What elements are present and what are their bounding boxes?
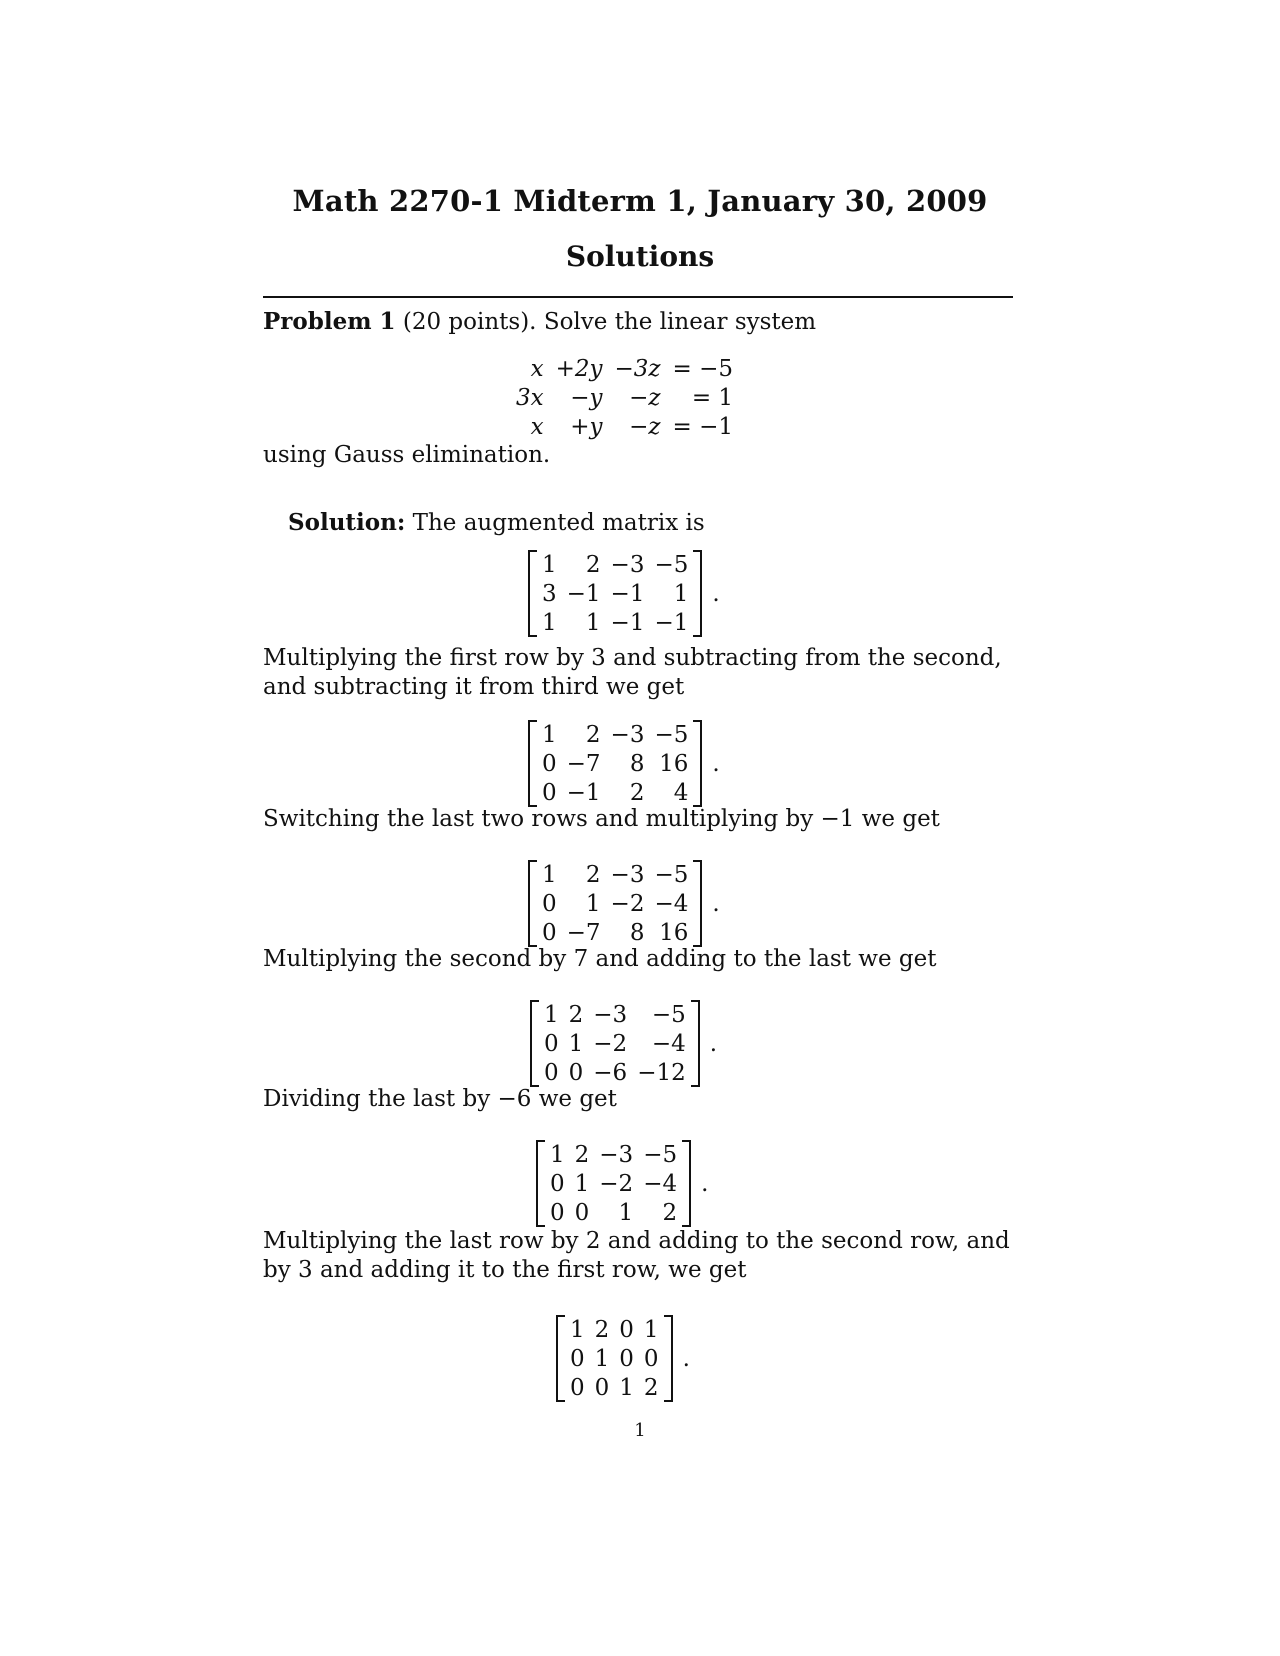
matrix-table [537, 550, 693, 637]
solution-label: Solution: [288, 509, 406, 536]
problem-label: Problem 1 [263, 308, 396, 335]
right-bracket [693, 860, 702, 947]
matrix-cell: −7 [566, 750, 601, 777]
matrix-cell: 3 [542, 580, 557, 607]
matrix-cell: 1 [618, 1199, 634, 1226]
matrix-cell: 1 [542, 551, 557, 578]
matrix-cell: 0 [570, 1345, 585, 1372]
matrix-cell: 16 [659, 919, 689, 946]
matrix-cell: 2 [629, 779, 645, 806]
matrix-cell: 1 [594, 1345, 610, 1372]
solution-intro-text: The augmented matrix is [412, 510, 705, 536]
matrix-cell: 0 [594, 1374, 610, 1401]
term: −3z [614, 355, 661, 382]
matrix-cell: 0 [542, 779, 557, 806]
matrix-cell: 2 [574, 1141, 590, 1168]
matrix-cell: −2 [593, 1030, 628, 1057]
title-divider [263, 296, 1013, 298]
matrix-cell: 1 [585, 890, 601, 917]
rhs: = −1 [672, 413, 734, 440]
problem-statement [263, 307, 1023, 337]
matrix-cell: −4 [651, 1030, 686, 1057]
matrix-table [565, 1315, 664, 1402]
matrix-cell: 1 [542, 861, 557, 888]
matrix-cell: 1 [619, 1374, 634, 1401]
matrix-table [537, 860, 693, 947]
left-bracket [528, 860, 537, 947]
matrix-cell: 1 [570, 1316, 585, 1343]
page-subtitle: Solutions [565, 240, 715, 273]
step-text: Multiplying the first row by 3 and subtracting from the second, and subtracting it from third we get [263, 645, 1002, 700]
problem-points: (20 points). [402, 309, 537, 335]
term: −z [629, 384, 661, 411]
right-bracket [693, 720, 702, 807]
matrix-cell: −7 [566, 919, 601, 946]
rhs: = −5 [672, 355, 734, 382]
solution-intro [288, 508, 1048, 538]
page-number: 1 [634, 1420, 646, 1441]
page-title: Math 2270-1 Midterm 1, January 30, 2009 [292, 184, 988, 218]
matrix-cell: 1 [574, 1170, 590, 1197]
matrix-cell: −5 [654, 551, 689, 578]
term: x [530, 413, 544, 440]
matrix-step-5: 1 2 0 1 0 1 0 0 0 0 1 2 . [556, 1315, 690, 1402]
matrix-cell: 4 [673, 779, 689, 806]
term: −z [629, 413, 661, 440]
matrix-cell: 0 [544, 1059, 559, 1086]
matrix-cell: 1 [550, 1141, 565, 1168]
step-text: Dividing the last by −6 we get [263, 1086, 617, 1112]
step-text: Multiplying the second by 7 and adding to the last we get [263, 946, 937, 972]
left-bracket [530, 1000, 539, 1087]
right-bracket [691, 1000, 700, 1087]
matrix-cell: −2 [599, 1170, 634, 1197]
matrix-cell: 1 [673, 580, 689, 607]
matrix-cell: −3 [599, 1141, 634, 1168]
matrix-cell: −4 [654, 890, 689, 917]
linear-system [510, 354, 739, 441]
matrix-cell: 16 [659, 750, 689, 777]
matrix-cell: 0 [550, 1170, 565, 1197]
term: +2y [555, 355, 603, 382]
equation-row [510, 412, 739, 441]
left-bracket [536, 1140, 545, 1227]
matrix-cell: 0 [619, 1316, 634, 1343]
matrix-cell: 0 [574, 1199, 590, 1226]
matrix-cell: 0 [550, 1199, 565, 1226]
matrix-cell: 0 [568, 1059, 584, 1086]
matrix-cell: −3 [610, 721, 645, 748]
matrix-cell: −3 [593, 1001, 628, 1028]
term: x [530, 355, 544, 382]
matrix-cell: 1 [544, 1001, 559, 1028]
problem-method: using Gauss elimination. [263, 442, 551, 468]
matrix-cell: −6 [593, 1059, 628, 1086]
left-bracket [528, 550, 537, 637]
matrix-cell: −1 [610, 580, 645, 607]
equation-row [510, 354, 739, 383]
matrix-cell: −3 [610, 861, 645, 888]
matrix-table [537, 720, 693, 807]
problem-prompt: Solve the linear system [543, 309, 817, 335]
matrix-cell: 1 [542, 721, 557, 748]
matrix-cell: −1 [566, 779, 601, 806]
matrix-cell: 0 [619, 1345, 634, 1372]
matrix-cell: 1 [585, 609, 601, 636]
matrix-cell: 2 [662, 1199, 678, 1226]
matrix-step-1: 1 2 −3 −5 0 −7 8 16 0 −1 2 4 . [528, 720, 720, 807]
matrix-cell: −2 [610, 890, 645, 917]
term: 3x [516, 384, 544, 411]
term: −y [570, 384, 603, 411]
matrix-cell: 1 [542, 609, 557, 636]
matrix-cell: 0 [542, 750, 557, 777]
matrix-cell: −12 [637, 1059, 686, 1086]
matrix-cell: −1 [610, 609, 645, 636]
matrix-cell: 8 [629, 919, 645, 946]
right-bracket [664, 1315, 673, 1402]
matrix-step-4: 1 2 −3 −5 0 1 −2 −4 0 0 1 2 . [536, 1140, 708, 1227]
matrix-cell: 1 [643, 1316, 659, 1343]
matrix-cell: −1 [654, 609, 689, 636]
matrix-cell: 1 [568, 1030, 584, 1057]
matrix-cell: 0 [542, 919, 557, 946]
matrix-cell: −4 [643, 1170, 678, 1197]
matrix-cell: 2 [585, 721, 601, 748]
right-bracket [682, 1140, 691, 1227]
rhs: = 1 [691, 384, 734, 411]
matrix-cell: 8 [629, 750, 645, 777]
matrix-cell: 0 [542, 890, 557, 917]
left-bracket [528, 720, 537, 807]
right-bracket [693, 550, 702, 637]
matrix-cell: −5 [654, 721, 689, 748]
matrix-cell: −3 [610, 551, 645, 578]
matrix-table [539, 1000, 691, 1087]
matrix-cell: 2 [585, 861, 601, 888]
step-text: Multiplying the last row by 2 and adding to the second row, and by 3 and adding it to the first row, we get [263, 1228, 1010, 1283]
matrix-cell: 2 [585, 551, 601, 578]
matrix-cell: 0 [570, 1374, 585, 1401]
matrix-cell: −5 [643, 1141, 678, 1168]
matrix-cell: 2 [594, 1316, 610, 1343]
matrix-cell: 0 [544, 1030, 559, 1057]
matrix-cell: −1 [566, 580, 601, 607]
matrix-cell: −5 [654, 861, 689, 888]
matrix-step-3: 1 2 −3 −5 0 1 −2 −4 0 0 −6 −12 . [530, 1000, 717, 1087]
term: +y [570, 413, 603, 440]
matrix-cell: −5 [651, 1001, 686, 1028]
matrix-cell: 2 [643, 1374, 659, 1401]
matrix-step-2: 1 2 −3 −5 0 1 −2 −4 0 −7 8 16 . [528, 860, 720, 947]
matrix-augmented: 1 2 −3 −5 3 −1 −1 1 1 1 −1 −1 . [528, 550, 720, 637]
left-bracket [556, 1315, 565, 1402]
matrix-table [545, 1140, 682, 1227]
matrix-cell: 2 [568, 1001, 584, 1028]
matrix-cell: 0 [643, 1345, 659, 1372]
equation-row [510, 383, 739, 412]
step-text: Switching the last two rows and multiplying by −1 we get [263, 806, 940, 832]
